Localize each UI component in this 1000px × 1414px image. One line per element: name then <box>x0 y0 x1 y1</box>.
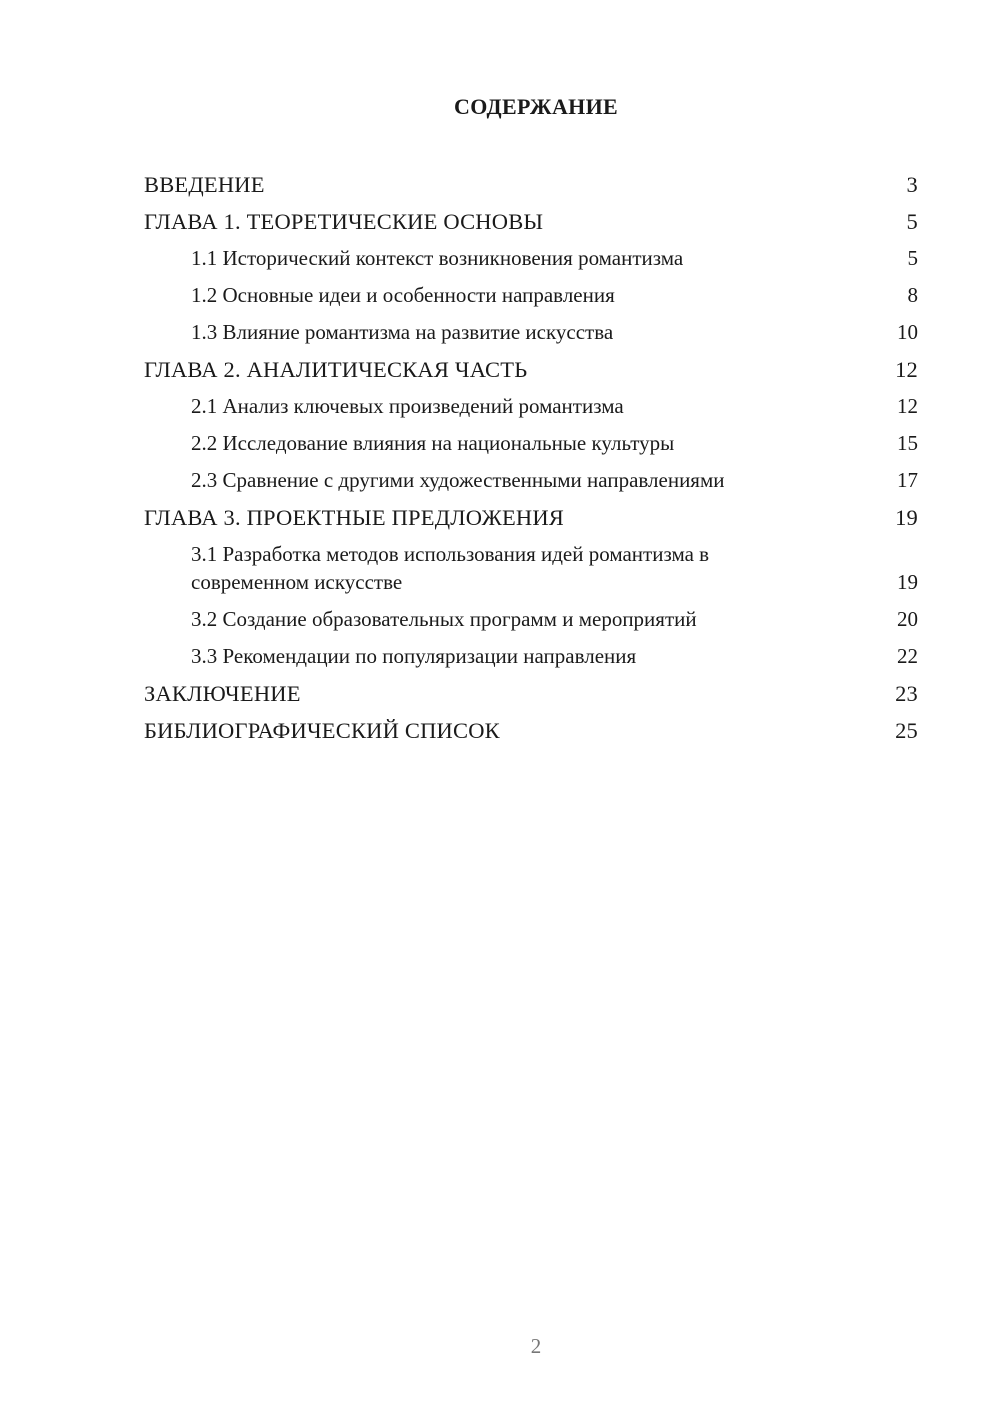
toc-item-page: 19 <box>897 570 918 594</box>
toc-item-page: 25 <box>895 718 918 743</box>
toc-item-page: 3 <box>906 172 918 197</box>
toc-item-label: 3.3 Рекомендации по популяризации направления <box>191 644 637 668</box>
toc-item-section-1-3[interactable] <box>144 314 918 351</box>
toc-item-label: БИБЛИОГРАФИЧЕСКИЙ СПИСОК <box>144 718 500 743</box>
toc-item-label: 2.2 Исследование влияния на национальные культуры <box>191 431 675 455</box>
toc-item-chapter-1[interactable] <box>144 203 918 240</box>
toc-item-section-1-2[interactable] <box>144 277 918 314</box>
toc-item-section-3-1[interactable] <box>144 536 918 601</box>
table-of-contents <box>144 166 918 749</box>
toc-item-section-3-2[interactable] <box>144 601 918 638</box>
toc-item-section-2-2[interactable] <box>144 425 918 462</box>
toc-item-page: 22 <box>897 644 918 668</box>
toc-item-page: 8 <box>907 283 918 307</box>
toc-item-page: 20 <box>897 607 918 631</box>
toc-item-page: 12 <box>897 394 918 418</box>
toc-item-label: 1.2 Основные идеи и особенности направления <box>191 283 615 307</box>
toc-item-label: 2.1 Анализ ключевых произведений романтизма <box>191 394 624 418</box>
toc-item-bibliography[interactable] <box>144 712 918 749</box>
toc-item-page: 10 <box>897 320 918 344</box>
toc-item-page: 5 <box>906 209 918 234</box>
toc-item-label: 3.2 Создание образовательных программ и мероприятий <box>191 607 697 631</box>
toc-item-chapter-3[interactable] <box>144 499 918 536</box>
toc-item-introduction[interactable] <box>144 166 918 203</box>
toc-item-label: ГЛАВА 1. ТЕОРЕТИЧЕСКИЕ ОСНОВЫ <box>144 209 544 234</box>
toc-item-label: 1.1 Исторический контекст возникновения романтизма <box>191 246 684 270</box>
toc-title: СОДЕРЖАНИЕ <box>454 94 618 119</box>
toc-item-label: ГЛАВА 3. ПРОЕКТНЫЕ ПРЕДЛОЖЕНИЯ <box>144 505 565 530</box>
toc-item-page: 5 <box>907 246 918 270</box>
toc-item-page: 19 <box>895 505 918 530</box>
toc-item-label: 1.3 Влияние романтизма на развитие искусства <box>191 320 614 344</box>
toc-item-section-2-1[interactable] <box>144 388 918 425</box>
toc-item-page: 15 <box>897 431 918 455</box>
toc-item-section-1-1[interactable] <box>144 240 918 277</box>
toc-item-section-3-3[interactable] <box>144 638 918 675</box>
toc-item-label: 3.1 Разработка методов использования идей романтизма в современном искусстве <box>191 542 710 594</box>
toc-item-label: ГЛАВА 2. АНАЛИТИЧЕСКАЯ ЧАСТЬ <box>144 357 528 382</box>
toc-item-page: 12 <box>895 357 918 382</box>
toc-item-page: 17 <box>897 468 918 492</box>
toc-item-label: ЗАКЛЮЧЕНИЕ <box>144 681 301 706</box>
toc-item-conclusion[interactable] <box>144 675 918 712</box>
toc-item-label: ВВЕДЕНИЕ <box>144 172 265 197</box>
toc-item-page: 23 <box>895 681 918 706</box>
page-number: 2 <box>530 1334 542 1358</box>
toc-item-label: 2.3 Сравнение с другими художественными направлениями <box>191 468 725 492</box>
toc-item-section-2-3[interactable] <box>144 462 918 499</box>
toc-item-chapter-2[interactable] <box>144 351 918 388</box>
